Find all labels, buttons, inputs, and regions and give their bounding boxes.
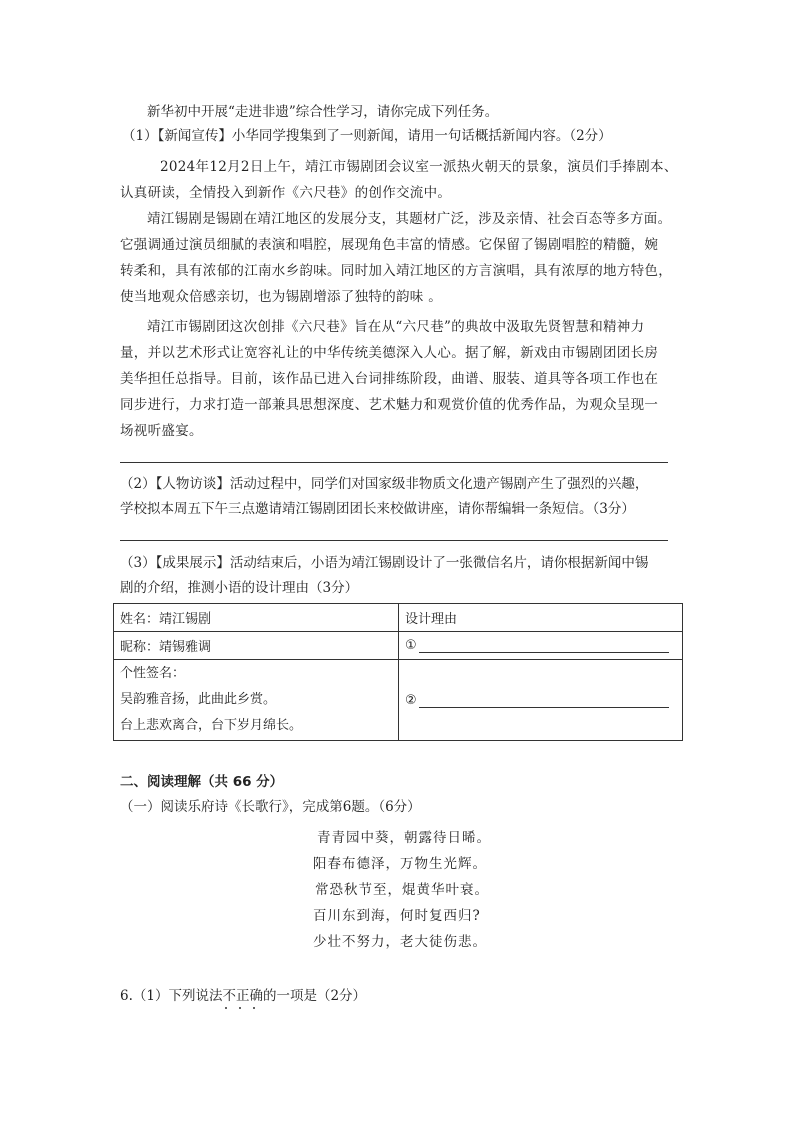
- poem-line: 少壮不努力，老大徒伤悲。: [313, 934, 487, 950]
- news-line: 美华担任总指导。目前，该作品已进入台词排练阶段，曲谱、服装、道具等各项工作也在: [120, 371, 659, 387]
- news-line: 同步进行，力求打造一部兼具思想深度、艺术魅力和观赏价值的优秀作品，为观众呈现一: [120, 397, 659, 413]
- blank-marker-2: ②: [405, 692, 417, 708]
- emphasis-dot: [253, 1007, 255, 1009]
- poem-line: 常恐秋节至，焜黄华叶衰。: [315, 882, 489, 898]
- blank-answer-line-2[interactable]: [419, 695, 669, 708]
- blank-answer-line-1[interactable]: [419, 640, 669, 653]
- card-signature-cell: [114, 660, 399, 741]
- signature-label: 个性签名：: [120, 666, 186, 681]
- reason-blank-2[interactable]: [399, 660, 683, 741]
- table-row: [114, 632, 683, 660]
- answer-line-1[interactable]: [120, 462, 668, 463]
- signature-line: 台上悲欢离合，台下岁月绵长。: [120, 718, 303, 733]
- news-line: 认真研读，全情投入到新作《六尺巷》的创作交流中。: [120, 185, 452, 201]
- news-line: 它强调通过演员细腻的表演和唱腔，展现角色丰富的情感。它保留了锡剧唱腔的精髓，婉: [120, 237, 659, 253]
- card-nickname: 昵称：靖锡雅调: [120, 640, 212, 655]
- poem-line: 百川东到海，何时复西归?: [313, 908, 481, 924]
- question-6: 6.（1）下列说法不正确的一项是（2分）: [120, 988, 367, 1004]
- table-row: [114, 660, 683, 741]
- section-2-heading: 二、阅读理解（共 66 分）: [120, 774, 284, 790]
- news-line: 使当地观众倍感亲切，也为锡剧增添了独特的韵味 。: [120, 289, 442, 305]
- news-line: 量，并以艺术形式让宽容礼让的中华传统美德深入人心。据了解，新戏由市锡剧团团长房: [120, 345, 659, 361]
- poem-line: 阳春布德泽，万物生光辉。: [313, 856, 487, 872]
- card-name: 姓名：靖江锡剧: [120, 612, 212, 627]
- blank-marker-1: ①: [405, 638, 417, 653]
- news-line: 2024年12月2日上午，靖江市锡剧团会议室一派热火朝天的景象，演员们手捧剧本、: [160, 159, 678, 175]
- reason-header: 设计理由: [405, 612, 458, 627]
- question-1: （1）【新闻宣传】小华同学搜集到了一则新闻，请用一句话概括新闻内容。（2分）: [122, 128, 612, 144]
- question-2-line: （2）【人物访谈】活动过程中，同学们对国家级非物质文化遗产锡剧产生了强烈的兴趣，: [120, 476, 649, 492]
- news-line: 场视听盛宴。: [120, 423, 203, 439]
- card-name-cell: [114, 604, 399, 632]
- emphasis-dot: [239, 1007, 241, 1009]
- question-3-line: （3）【成果展示】活动结束后，小语为靖江锡剧设计了一张微信名片，请你根据新闻中锡: [120, 555, 649, 571]
- card-nickname-cell: [114, 632, 399, 660]
- signature-line: 吴韵雅音扬，此曲此乡赏。: [120, 692, 277, 707]
- answer-line-2[interactable]: [120, 540, 668, 541]
- news-line: 靖江市锡剧团这次创排《六尺巷》旨在从“六尺巷”的典故中汲取先贤智慧和精神力: [147, 319, 645, 335]
- intro-line: 新华初中开展“走进非遗”综合性学习，请你完成下列任务。: [147, 104, 499, 120]
- emphasis-dot: [225, 1007, 227, 1009]
- reason-blank-1[interactable]: [399, 632, 683, 660]
- news-line: 靖江锡剧是锡剧在靖江地区的发展分支，其题材广泛，涉及亲情、社会百态等多方面。: [147, 211, 672, 227]
- poem-line: 青青园中葵，朝露待日晞。: [317, 830, 491, 846]
- news-line: 转柔和，具有浓郁的江南水乡韵味。同时加入靖江地区的方言演唱，具有浓厚的地方特色，: [120, 263, 672, 279]
- wechat-card-table: [113, 603, 683, 741]
- question-3-line: 剧的介绍，推测小语的设计理由（3分）: [120, 580, 359, 596]
- reason-header-cell: [399, 604, 683, 632]
- subsection-1-heading: （一）阅读乐府诗《长歌行》，完成第6题。（6分）: [120, 799, 421, 815]
- question-2-line: 学校拟本周五下午三点邀请靖江锡剧团团长来校做讲座，请你帮编辑一条短信。（3分）: [120, 501, 635, 517]
- table-row: [114, 604, 683, 632]
